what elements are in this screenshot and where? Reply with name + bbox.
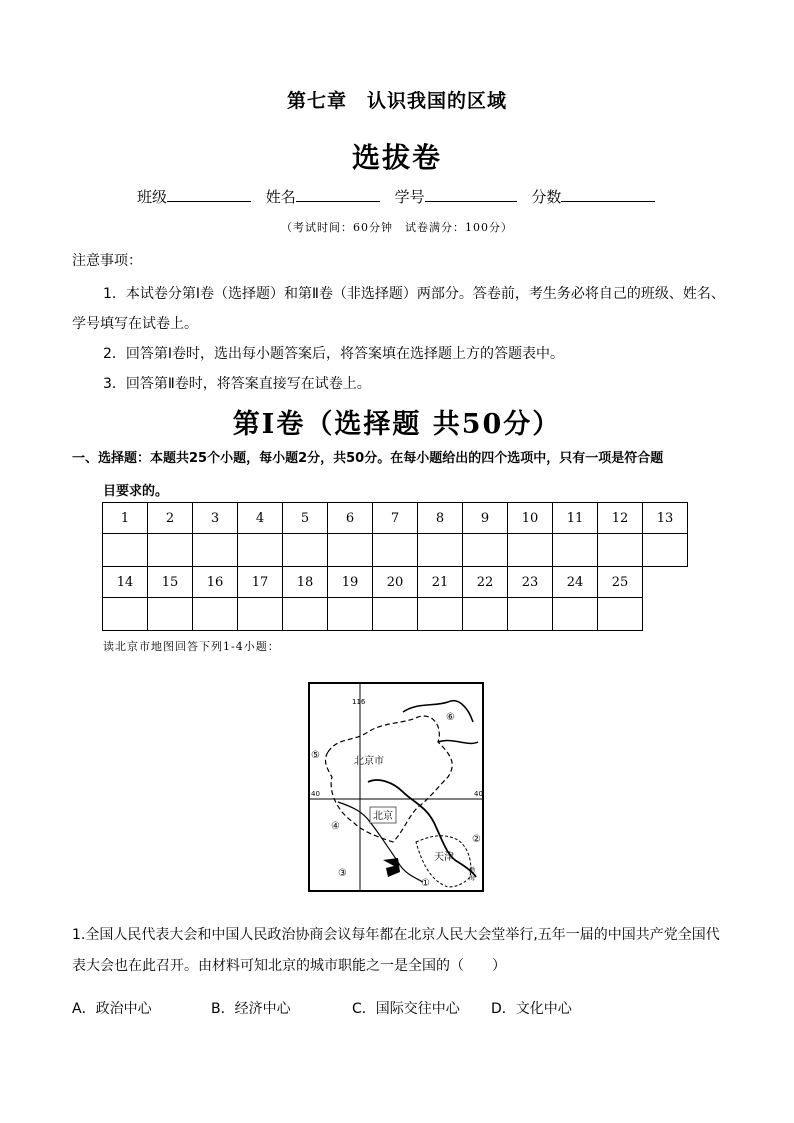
map-caption: 读北京市地图回答下列1-4小题： — [103, 640, 280, 653]
notice-item-1: 1．本试卷分第Ⅰ卷（选择题）和第Ⅱ卷（非选择题）两部分。答卷前，考生务必将自己的班级、姓名、 — [103, 286, 725, 302]
answer-number: 22 — [463, 567, 508, 598]
answer-number: 14 — [103, 567, 148, 598]
answer-cell[interactable] — [463, 534, 508, 567]
answer-number: 25 — [598, 567, 643, 598]
option-d[interactable]: D．文化中心 — [491, 1001, 572, 1017]
answer-cell[interactable] — [103, 534, 148, 567]
answer-number: 23 — [508, 567, 553, 598]
answer-number: 2 — [148, 503, 193, 534]
score-field[interactable]: 分数 — [531, 186, 655, 207]
notice-item-2: 2．回答第Ⅰ卷时，选出每小题答案后，将答案填在选择题上方的答题表中。 — [103, 346, 565, 362]
answer-cell[interactable] — [328, 598, 373, 631]
answer-table-row2 — [102, 566, 643, 631]
answer-cell[interactable] — [193, 534, 238, 567]
answer-number: 19 — [328, 567, 373, 598]
answer-number: 15 — [148, 567, 193, 598]
answer-cell[interactable] — [508, 534, 553, 567]
answer-table-row1 — [102, 502, 688, 567]
answer-cell[interactable] — [283, 598, 328, 631]
chapter-name: 认识我国的区域 — [367, 90, 508, 112]
answer-cell[interactable] — [373, 534, 418, 567]
answer-cell[interactable] — [553, 598, 598, 631]
beijing-map — [308, 682, 484, 892]
exam-time-info: （考试时间：60分钟 试卷满分：100分） — [281, 221, 513, 234]
notice-item-1-cont: 学号填写在试卷上。 — [72, 316, 198, 332]
marker-4: ④ — [331, 821, 340, 832]
answer-number: 20 — [373, 567, 418, 598]
beijing-city-label: 北京市 — [354, 756, 384, 767]
question-1-stem-cont: 表大会也在此召开。由材料可知北京的城市职能之一是全国的（ ） — [72, 958, 506, 974]
marker-2: ② — [472, 834, 481, 845]
part1-title: 第Ⅰ卷（选择题 共50分） — [232, 409, 562, 440]
latitude-label-right: 40 — [474, 790, 483, 798]
answer-cell[interactable] — [283, 534, 328, 567]
latitude-label-left: 40 — [311, 790, 320, 798]
answer-cell[interactable] — [373, 598, 418, 631]
answer-cell[interactable] — [598, 534, 643, 567]
name-field[interactable]: 姓名 — [266, 186, 380, 207]
answer-number: 9 — [463, 503, 508, 534]
answer-cell[interactable] — [643, 534, 688, 567]
answer-cell[interactable] — [238, 598, 283, 631]
tianjin-label: 天津 — [434, 852, 454, 863]
answer-cell[interactable] — [148, 598, 193, 631]
answer-number: 16 — [193, 567, 238, 598]
answer-number: 18 — [283, 567, 328, 598]
section1-instruction: 一、选择题：本题共25个小题，每小题2分，共50分。在每小题给出的四个选项中，只有一项是符合题 — [72, 451, 664, 466]
exam-subtitle: 选拔卷 — [351, 141, 442, 174]
answer-cell[interactable] — [553, 534, 598, 567]
marker-1: ① — [421, 878, 430, 889]
bohai-label: 渤 — [469, 867, 476, 874]
answer-cell[interactable] — [148, 534, 193, 567]
beijing-label: 北京 — [373, 811, 393, 822]
option-c[interactable]: C．国际交往中心 — [352, 1001, 460, 1017]
notice-item-3: 3．回答第Ⅱ卷时，将答案直接写在试卷上。 — [103, 376, 371, 392]
answer-cell[interactable] — [238, 534, 283, 567]
answer-cell[interactable] — [598, 598, 643, 631]
bohai-label: 海 — [469, 875, 476, 882]
answer-cell[interactable] — [193, 598, 238, 631]
answer-cell[interactable] — [418, 598, 463, 631]
notice-title: 注意事项： — [72, 253, 142, 269]
answer-number: 1 — [103, 503, 148, 534]
chapter-label: 第七章 — [286, 90, 347, 112]
student-id-field[interactable]: 学号 — [395, 186, 517, 207]
answer-number: 13 — [643, 503, 688, 534]
answer-cell[interactable] — [103, 598, 148, 631]
chapter-title — [0, 86, 794, 113]
answer-number: 10 — [508, 503, 553, 534]
answer-number: 8 — [418, 503, 463, 534]
student-info-fields — [137, 186, 665, 207]
answer-number: 17 — [238, 567, 283, 598]
option-a[interactable]: A．政治中心 — [72, 1001, 152, 1017]
marker-6: ⑥ — [446, 712, 455, 723]
answer-number: 24 — [553, 567, 598, 598]
answer-cell[interactable] — [328, 534, 373, 567]
answer-number: 6 — [328, 503, 373, 534]
answer-number: 21 — [418, 567, 463, 598]
longitude-label: 116 — [352, 698, 366, 706]
answer-cell[interactable] — [463, 598, 508, 631]
answer-number: 7 — [373, 503, 418, 534]
option-b[interactable]: B．经济中心 — [211, 1001, 291, 1017]
answer-cell[interactable] — [418, 534, 463, 567]
answer-cell[interactable] — [508, 598, 553, 631]
section1-instruction-cont: 目要求的。 — [103, 484, 169, 499]
question-1-stem: 1.全国人民代表大会和中国人民政治协商会议每年都在北京人民大会堂举行,五年一届的中国共产党全国代 — [72, 927, 720, 943]
class-field[interactable]: 班级 — [137, 186, 251, 207]
answer-number: 5 — [283, 503, 328, 534]
marker-5: ⑤ — [311, 750, 320, 761]
answer-number: 12 — [598, 503, 643, 534]
answer-number: 11 — [553, 503, 598, 534]
answer-number: 3 — [193, 503, 238, 534]
marker-3: ③ — [338, 868, 347, 879]
answer-number: 4 — [238, 503, 283, 534]
